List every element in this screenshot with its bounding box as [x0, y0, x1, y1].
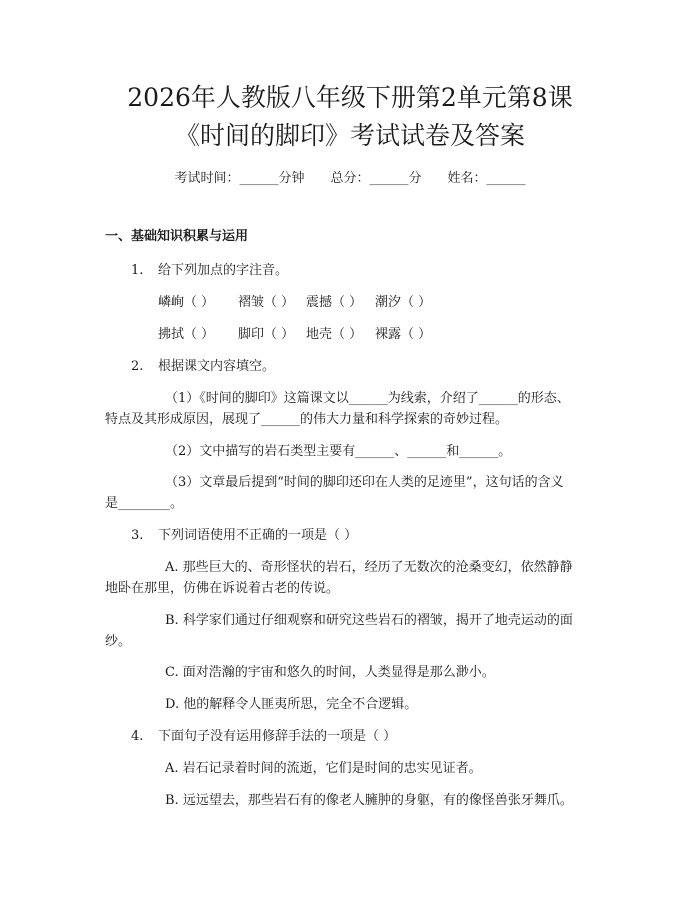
word-item: 潮汐（ ） [375, 295, 432, 310]
exam-info [0, 170, 700, 188]
question-3-option-a-line-1: A. 那些巨大的、奇形怪状的岩石，经历了无数次的沧桑变幻，依然静静 [165, 560, 573, 575]
question-2-part-1-line-2: 特点及其形成原因，展现了______的伟大力量和科学探索的奇妙过程。 [105, 412, 509, 427]
question-3-option-b-line-1: B. 科学家们通过仔细观察和研究这些岩石的褶皱，揭开了地壳运动的面 [165, 613, 573, 628]
question-1-row-2 [158, 326, 431, 344]
word-item: 地壳（ ） [306, 327, 363, 342]
question-2-part-3-line-1: （3）文章最后提到“时间的脚印还印在人类的足迹里”，这句话的含义 [165, 475, 564, 490]
exam-time: 考试时间：______分钟 [174, 171, 305, 186]
exam-student-name: 姓名：______ [447, 171, 526, 186]
word-item: 脚印（ ） [238, 327, 295, 342]
question-1-number: 1. [131, 263, 144, 278]
word-item: 嶙峋（ ） [158, 295, 215, 310]
question-4-text: 下面句子没有运用修辞手法的一项是（ ） [158, 729, 397, 744]
question-2-part-1-line-1: （1）《时间的脚印》这篇课文以______为线索，介绍了______的形态、 [165, 391, 570, 406]
question-3-option-b-line-2: 纱。 [105, 634, 132, 649]
question-4-option-b: B. 远远望去，那些岩石有的像老人臃肿的身躯，有的像怪兽张牙舞爪。 [165, 793, 573, 808]
question-2-number: 2. [131, 359, 144, 374]
question-4-option-a: A. 岩石记录着时间的流逝，它们是时间的忠实见证者。 [165, 761, 482, 776]
question-2-part-3-line-2: 是________。 [105, 496, 184, 511]
question-3-option-c: C. 面对浩瀚的宇宙和悠久的时间，人类显得是那么渺小。 [165, 665, 495, 680]
title-line-1: 2026年人教版八年级下册第2单元第8课 [127, 83, 573, 112]
word-item: 震撼（ ） [306, 295, 363, 310]
question-1-text: 给下列加点的字注音。 [158, 263, 289, 278]
question-2-part-2: （2）文中描写的岩石类型主要有______、______和______。 [165, 444, 512, 459]
word-item: 拂拭（ ） [158, 327, 215, 342]
question-2-text: 根据课文内容填空。 [158, 359, 276, 374]
question-3-text: 下列词语使用不正确的一项是（ ） [158, 528, 358, 543]
exam-total-score: 总分：______分 [330, 171, 422, 186]
question-3-number: 3. [131, 528, 144, 543]
question-4-number: 4. [131, 729, 144, 744]
section-heading: 一、基础知识积累与运用 [105, 229, 249, 244]
question-3-option-a-line-2: 地卧在那里，仿佛在诉说着古老的传说。 [105, 581, 340, 596]
word-item: 裸露（ ） [375, 327, 432, 342]
question-3-option-d: D. 他的解释令人匪夷所思，完全不合逻辑。 [165, 697, 418, 712]
title-line-2: 《时间的脚印》考试试卷及答案 [174, 121, 525, 150]
word-item: 褶皱（ ） [238, 295, 295, 310]
question-1-row-1 [158, 294, 431, 312]
